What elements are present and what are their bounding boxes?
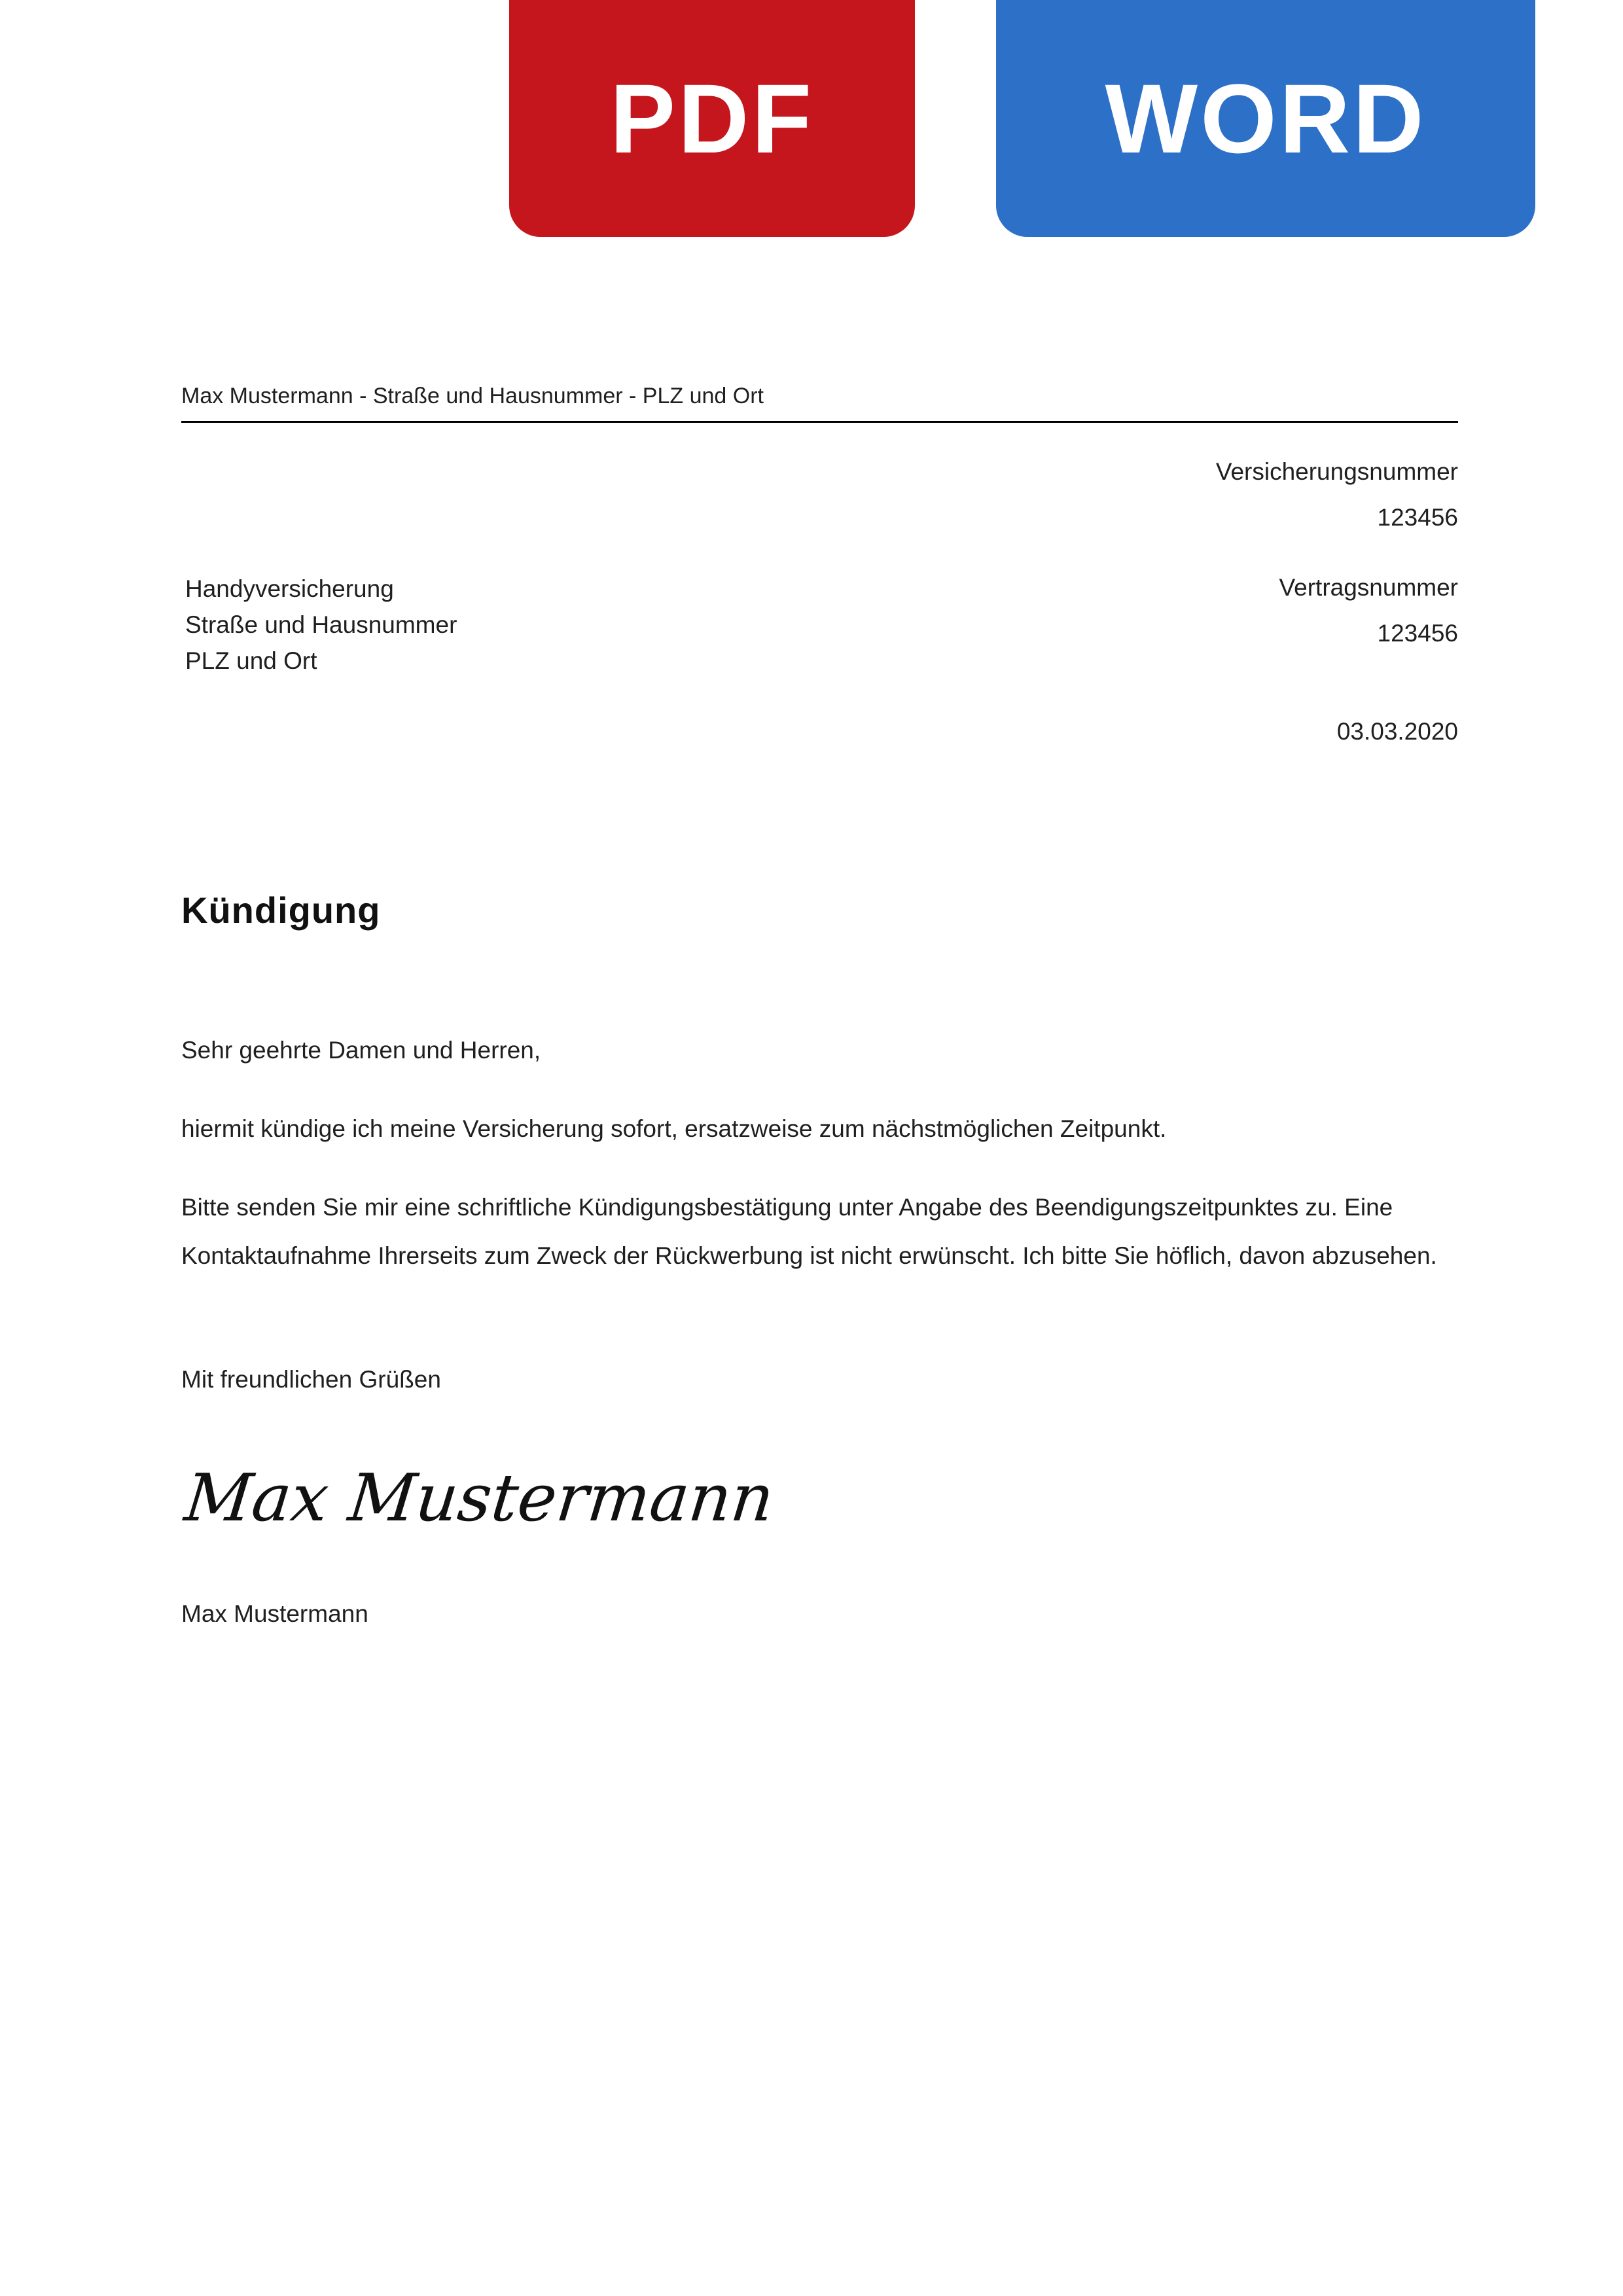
body-paragraph-2: Bitte senden Sie mir eine schriftliche Kündigungsbestätigung unter Angabe des Beendigungszeitpunktes zu. Eine Kontaktaufnahme Ihrerseits zum Zweck der Rückwerbung ist nicht erwünscht. Ich bitte Sie höflich, davon abzusehen. — [181, 1194, 1437, 1269]
pdf-download-button[interactable]: PDF — [509, 0, 915, 237]
sender-address-line: Max Mustermann - Straße und Hausnummer - PLZ und Ort — [181, 384, 1458, 423]
signature-name: Max Mustermann — [181, 1600, 368, 1627]
recipient-city: PLZ und Ort — [185, 647, 317, 674]
insurance-number-label: Versicherungsnummer — [1215, 458, 1458, 485]
recipient-name: Handyversicherung — [185, 575, 394, 602]
letter-date: 03.03.2020 — [1336, 718, 1458, 745]
recipient-address-block — [185, 571, 457, 679]
recipient-street: Straße und Hausnummer — [185, 611, 457, 638]
body-paragraph-1: hiermit kündige ich meine Versicherung sofort, ersatzweise zum nächstmöglichen Zeitpunkt. — [181, 1115, 1167, 1142]
word-download-button[interactable]: WORD — [996, 0, 1535, 237]
contract-number-value: 123456 — [1377, 620, 1458, 647]
salutation: Sehr geehrte Damen und Herren, — [181, 1037, 541, 1064]
contract-number-label: Vertragsnummer — [1279, 574, 1458, 601]
subject-heading: Kündigung — [181, 889, 381, 931]
closing-phrase: Mit freundlichen Grüßen — [181, 1366, 441, 1393]
insurance-number-value: 123456 — [1377, 504, 1458, 531]
handwritten-signature: Max Mustermann — [181, 1460, 778, 1536]
